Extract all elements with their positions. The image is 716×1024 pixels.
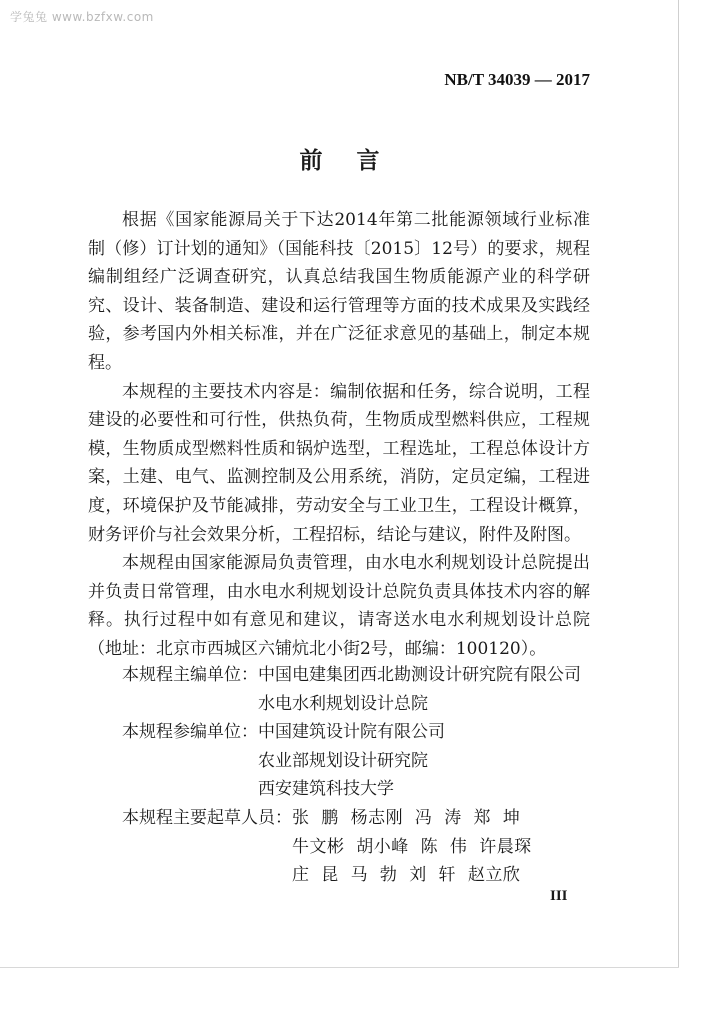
drafters-line: 牛文彬 胡小峰 陈 伟 许晨琛 [292, 836, 532, 857]
participating-label: 本规程参编单位： [122, 722, 258, 743]
drafters-row [122, 804, 581, 890]
participating-unit: 农业部规划设计研究院 [258, 750, 428, 771]
watermark: 学兔兔 www.bzfxw.com [10, 10, 154, 24]
credits-block [122, 661, 581, 890]
page-title: 前言 [299, 147, 414, 174]
participating-unit: 西安建筑科技大学 [258, 779, 394, 800]
chief-editor-row [122, 661, 581, 718]
paragraph: 本规程由国家能源局负责管理，由水电水利规划设计总院提出并负责日常管理，由水电水利规划设计总院负责具体技术内容的解释。执行过程中如有意见和建议，请寄送水电水利规划设计总院（地址：北京市西城区六铺炕北小街2号，邮编：100120）。 [88, 553, 590, 659]
participating-row [122, 718, 581, 804]
chief-editor-unit: 水电水利规划设计总院 [258, 693, 428, 714]
paragraph: 根据《国家能源局关于下达2014年第二批能源领域行业标准制（修）订计划的通知》（国能科技〔2015〕12号）的要求，规程编制组经广泛调查研究，认真总结我国生物质能源产业的科学研究、设计、装备制造、建设和运行管理等方面的技术成果及实践经验，参考国内外相关标准，并在广泛征求意见的基础上，制定本规程。 [88, 210, 590, 373]
standard-code: NB/T 34039 — 2017 [444, 70, 590, 89]
participating-unit: 中国建筑设计院有限公司 [258, 722, 445, 743]
drafters-line: 张 鹏 杨志刚 冯 涛 郑 坤 [292, 807, 521, 828]
page-bottom-line [0, 967, 679, 968]
foreword-body [88, 206, 590, 664]
drafters-names [292, 804, 532, 890]
paragraph: 本规程的主要技术内容是：编制依据和任务，综合说明，工程建设的必要性和可行性，供热负荷，生物质成型燃料供应，工程规模，生物质成型燃料性质和锅炉选型，工程选址，工程总体设计方案，土建、电气、监测控制及公用系统，消防，定员定编，工程进度，环境保护及节能减排，劳动安全与工业卫生，工程设计概算，财务评价与社会效果分析，工程招标，结论与建议，附件及附图。 [88, 381, 590, 545]
chief-editor-label: 本规程主编单位： [122, 665, 258, 685]
participating-units [258, 718, 445, 804]
page-number: III [550, 888, 568, 904]
drafters-label: 本规程主要起草人员： [122, 807, 292, 828]
chief-editor-unit: 中国电建集团西北勘测设计研究院有限公司 [258, 665, 581, 685]
chief-editor-units [258, 661, 581, 718]
drafters-line: 庄 昆 马 勃 刘 轩 赵立欣 [292, 865, 521, 886]
